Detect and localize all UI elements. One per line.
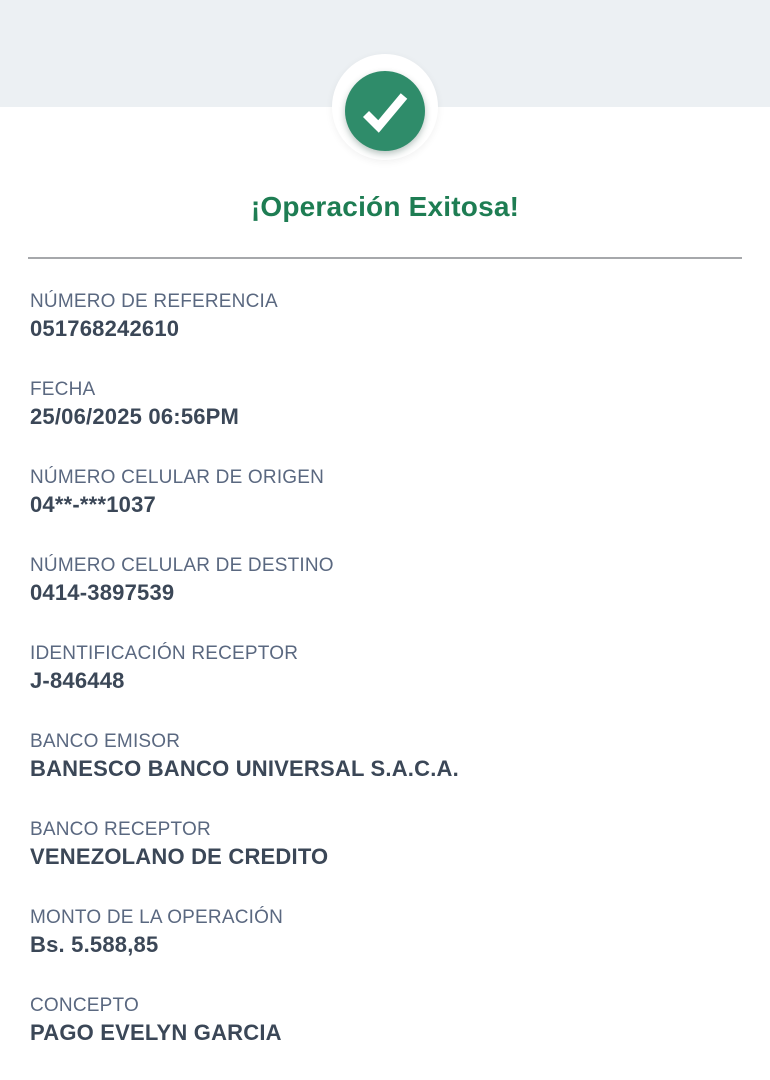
field-value: BANESCO BANCO UNIVERSAL S.A.C.A. [30,756,459,781]
field-sender-bank [30,729,770,783]
field-label: NÚMERO CELULAR DE DESTINO [30,555,334,576]
field-value: 051768242610 [30,316,180,341]
field-receiver-id [30,641,770,695]
field-label: CONCEPTO [30,995,139,1016]
success-badge [332,54,438,160]
field-label: NÚMERO DE REFERENCIA [30,291,278,312]
field-amount [30,905,770,959]
field-label: MONTO DE LA OPERACIÓN [30,907,284,928]
field-value: 04**-***1037 [30,492,156,517]
field-value: J-846448 [30,668,125,693]
header-band [0,0,770,107]
field-value: 0414-3897539 [30,580,175,605]
field-value: 25/06/2025 06:56PM [30,404,240,429]
field-origin-phone [30,465,770,519]
receipt-fields [30,289,770,1047]
page-title: ¡Operación Exitosa! [250,191,520,222]
field-label: NÚMERO CELULAR DE ORIGEN [30,467,325,488]
field-reference-number [30,289,770,343]
field-label: BANCO EMISOR [30,731,181,752]
field-destination-phone [30,553,770,607]
field-label: IDENTIFICACIÓN RECEPTOR [30,643,299,664]
field-receiver-bank [30,817,770,871]
field-value: VENEZOLANO DE CREDITO [30,844,329,869]
field-date [30,377,770,431]
field-label: FECHA [30,379,96,400]
field-value: Bs. 5.588,85 [30,932,159,957]
field-value: PAGO EVELYN GARCIA [30,1020,282,1045]
field-label: BANCO RECEPTOR [30,819,211,840]
field-concept [30,993,770,1047]
check-icon [345,71,425,151]
divider [28,257,742,259]
